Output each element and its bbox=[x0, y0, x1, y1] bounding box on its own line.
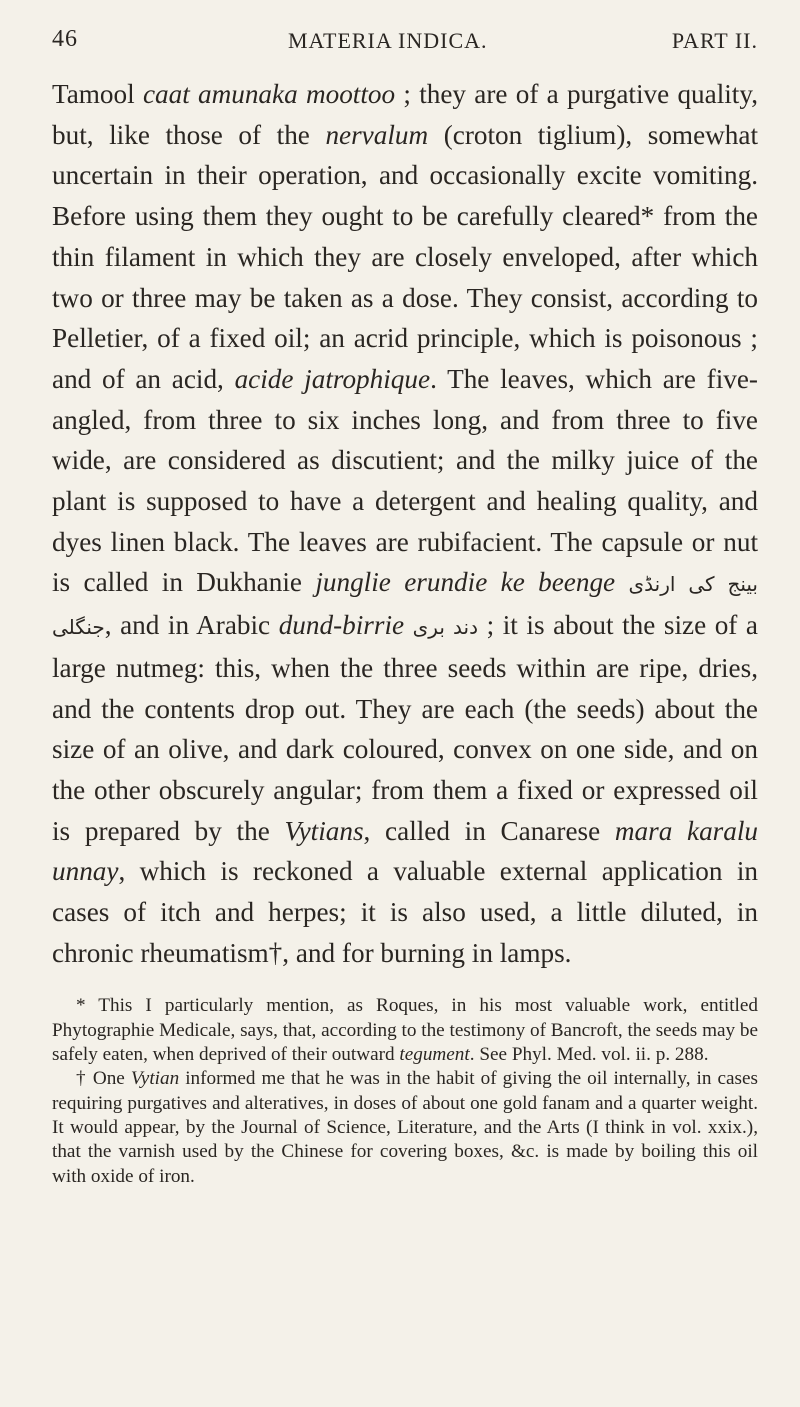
tamil-name: caat amunaka moottoo bbox=[142, 79, 396, 109]
text-run: , called in Canarese bbox=[363, 815, 615, 846]
footnote-text: * This I particularly mention, as Roques, in his most valuable work, entitled Phytographie Medicale, says, that, according to the testimony of Bancroft, the seeds may be safely eaten, when deprived of their outward bbox=[52, 995, 759, 1066]
text-run: ; it is about the size of a large nutmeg: this, when the three seeds within are ripe, dries, and the contents drop out. They are each (the seeds) about the size of an olive, and dark coloured, convex on one side, and on the other obscurely angular; from them a fixed or expressed oil is prepared by the bbox=[52, 610, 758, 846]
canarese-name: mara karalu unnay bbox=[52, 815, 758, 887]
footnote-italic: tegument bbox=[399, 1044, 470, 1066]
footnote-text: informed me that he was in the habit of giving the oil internally, in cases requiring purgatives and alteratives, in doses of about one gold fanam and a quarter weight. It would appear, by the Journal of Science, Literature, and the Arts (I think in vol. xxix.), that the varnish used by the Chinese for covering boxes, &c. is made by boiling this oil with oxide of iron. bbox=[52, 1068, 758, 1187]
vytians-term: Vytians bbox=[284, 815, 364, 846]
arabic-name: dund-birrie bbox=[278, 610, 405, 641]
text-run: , which is reckoned a valuable external application in cases of itch and herpes; it is also used, a little diluted, in chronic rheumatism†, and for burning in lamps. bbox=[52, 856, 758, 968]
page-number: 46 bbox=[52, 26, 78, 52]
running-header bbox=[52, 22, 758, 62]
text-run: Tamool bbox=[52, 79, 143, 109]
footnote-text: . See Phyl. Med. vol. ii. p. 288. bbox=[469, 1044, 709, 1066]
running-title: MATERIA INDICA. bbox=[288, 28, 488, 53]
dukhanie-name: junglie erundie ke beenge bbox=[315, 567, 616, 598]
acid-name: acide jatrophique bbox=[234, 363, 431, 394]
text-run: , and in Arabic bbox=[104, 610, 279, 641]
text-run: (croton tiglium), somewhat uncertain in their operation, and occasionally excite vomiting. Before using them they ought to be carefully cleared* from the thin filament in which they are closely enveloped, after which two or three may be taken as a dose. They consist, according to Pelletier, of a fixed oil; an acrid principle, which is poisonous ; and of an acid, bbox=[52, 119, 758, 394]
main-paragraph bbox=[52, 74, 758, 973]
footnotes bbox=[52, 994, 758, 1188]
text-run: . The leaves, which are five-angled, from three to six inches long, and from three to five wide, are considered as discutient; and the milky juice of the plant is supposed to have a detergent and healing quality, and dyes linen black. The leaves are rubifacient. The capsule or nut is called in Dukhanie bbox=[52, 363, 758, 598]
dukhanie-script: بینج کی ارنڈی جنگلی bbox=[52, 572, 759, 640]
footnote-text: † One bbox=[76, 1068, 131, 1090]
text-run: ; they are of a purgative quality, but, like those of the bbox=[52, 79, 758, 150]
part-label: PART II. bbox=[671, 28, 758, 53]
nervalum-name: nervalum bbox=[325, 119, 429, 150]
footnote-italic: Vytian bbox=[130, 1068, 180, 1090]
footnote-dagger bbox=[52, 1067, 758, 1188]
arabic-script: دند بری bbox=[412, 615, 479, 640]
footnote-asterisk bbox=[52, 994, 758, 1067]
